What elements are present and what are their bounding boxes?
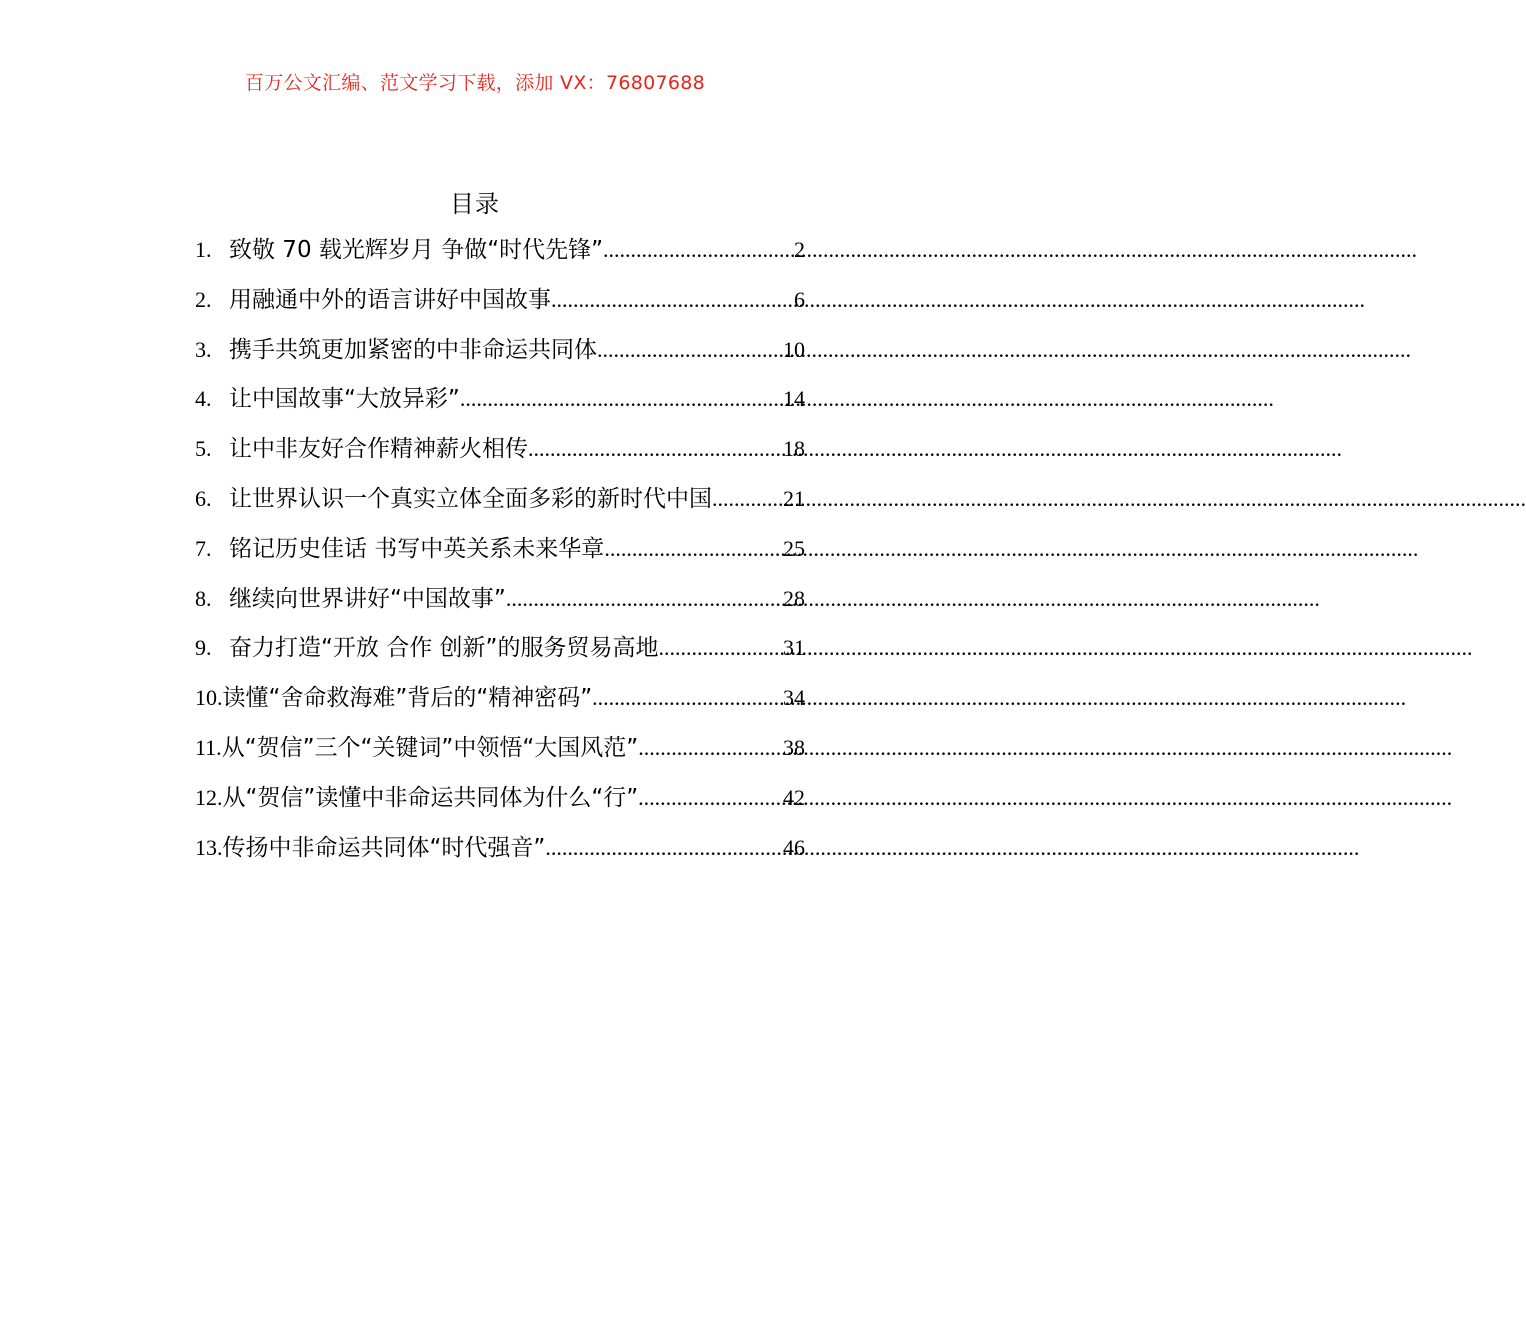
toc-dot-leader bbox=[597, 328, 783, 372]
toc-item-page: 38 bbox=[783, 734, 805, 760]
header-note: 百万公文汇编、范文学习下载，添加 VX：76807688 bbox=[244, 72, 706, 94]
toc-item-page: 25 bbox=[783, 535, 805, 561]
toc-dot-leader bbox=[658, 626, 783, 670]
toc-item[interactable] bbox=[195, 676, 805, 726]
toc-item-number: 7. bbox=[195, 535, 212, 561]
toc-item-number: 4. bbox=[195, 386, 212, 412]
toc-item-title: 让世界认识一个真实立体全面多彩的新时代中国 bbox=[229, 485, 712, 512]
toc-item-number: 12. bbox=[195, 784, 223, 810]
toc-dot-leader bbox=[638, 776, 783, 820]
toc-item-title: 奋力打造“开放 合作 创新”的服务贸易高地 bbox=[229, 635, 659, 662]
toc-item-page: 10 bbox=[783, 336, 805, 362]
toc-item-page: 34 bbox=[783, 685, 805, 711]
toc-item[interactable] bbox=[195, 776, 805, 826]
toc-dot-leader bbox=[638, 726, 783, 770]
toc-dot-leader bbox=[528, 427, 783, 471]
toc-item[interactable] bbox=[195, 577, 805, 627]
toc-item-page: 18 bbox=[783, 436, 805, 462]
toc-dot-leader bbox=[551, 278, 794, 322]
toc-dot-leader bbox=[506, 577, 783, 621]
toc-item-title: 让中非友好合作精神薪火相传 bbox=[229, 436, 528, 463]
toc-dot-leader bbox=[603, 228, 794, 272]
toc-item-title: 致敬 70 载光辉岁月 争做“时代先锋” bbox=[229, 237, 604, 263]
toc-item-number: 9. bbox=[195, 635, 212, 661]
toc-item-page: 6 bbox=[794, 286, 805, 312]
toc-item-page: 2 bbox=[794, 237, 805, 262]
toc-item[interactable] bbox=[195, 278, 805, 328]
toc-item-title: 携手共筑更加紧密的中非命运共同体 bbox=[229, 336, 597, 363]
toc-dot-leader bbox=[712, 477, 783, 521]
toc-list bbox=[195, 228, 805, 875]
toc-dot-leader bbox=[604, 527, 783, 571]
toc-item-title: 读懂“舍命救海难”背后的“精神密码” bbox=[222, 685, 593, 712]
toc-item-title: 传扬中非命运共同体“时代强音” bbox=[222, 834, 546, 861]
toc-item-number: 13. bbox=[195, 834, 223, 860]
toc-item[interactable] bbox=[195, 527, 805, 577]
toc-item-number: 2. bbox=[195, 286, 212, 312]
toc-item[interactable] bbox=[195, 377, 805, 427]
toc-item-page: 42 bbox=[783, 784, 805, 810]
toc-item[interactable] bbox=[195, 477, 805, 527]
toc-item-page: 46 bbox=[783, 834, 805, 860]
toc-item-title: 铭记历史佳话 书写中英关系未来华章 bbox=[229, 535, 605, 562]
toc-item-number: 10. bbox=[195, 685, 223, 711]
toc-item-title: 用融通中外的语言讲好中国故事 bbox=[229, 286, 551, 313]
toc-item-number: 8. bbox=[195, 585, 212, 611]
toc-item-title: 让中国故事“大放异彩” bbox=[229, 386, 460, 413]
toc-item-title: 从“贺信”读懂中非命运共同体为什么“行” bbox=[222, 784, 639, 811]
toc-item-page: 14 bbox=[783, 386, 805, 412]
toc-item[interactable] bbox=[195, 626, 805, 676]
toc-title: 目录 bbox=[450, 190, 500, 218]
toc-item[interactable] bbox=[195, 427, 805, 477]
toc-dot-leader bbox=[545, 826, 783, 870]
toc-item-number: 5. bbox=[195, 436, 212, 462]
toc-item-page: 28 bbox=[783, 585, 805, 611]
toc-item[interactable] bbox=[195, 826, 805, 876]
toc-item-number: 3. bbox=[195, 336, 212, 362]
toc-item[interactable] bbox=[195, 726, 805, 776]
toc-item-page: 31 bbox=[783, 635, 805, 661]
toc-item-number: 11. bbox=[195, 734, 222, 760]
toc-item[interactable] bbox=[195, 228, 805, 278]
toc-item-title: 继续向世界讲好“中国故事” bbox=[229, 585, 506, 612]
toc-item-title: 从“贺信”三个“关键词”中领悟“大国风范” bbox=[221, 734, 639, 761]
toc-item[interactable] bbox=[195, 328, 805, 378]
toc-dot-leader bbox=[592, 676, 783, 720]
toc-item-page: 21 bbox=[783, 485, 805, 511]
toc-item-number: 6. bbox=[195, 485, 212, 511]
toc-dot-leader bbox=[460, 377, 783, 421]
toc-item-number: 1. bbox=[195, 237, 212, 262]
